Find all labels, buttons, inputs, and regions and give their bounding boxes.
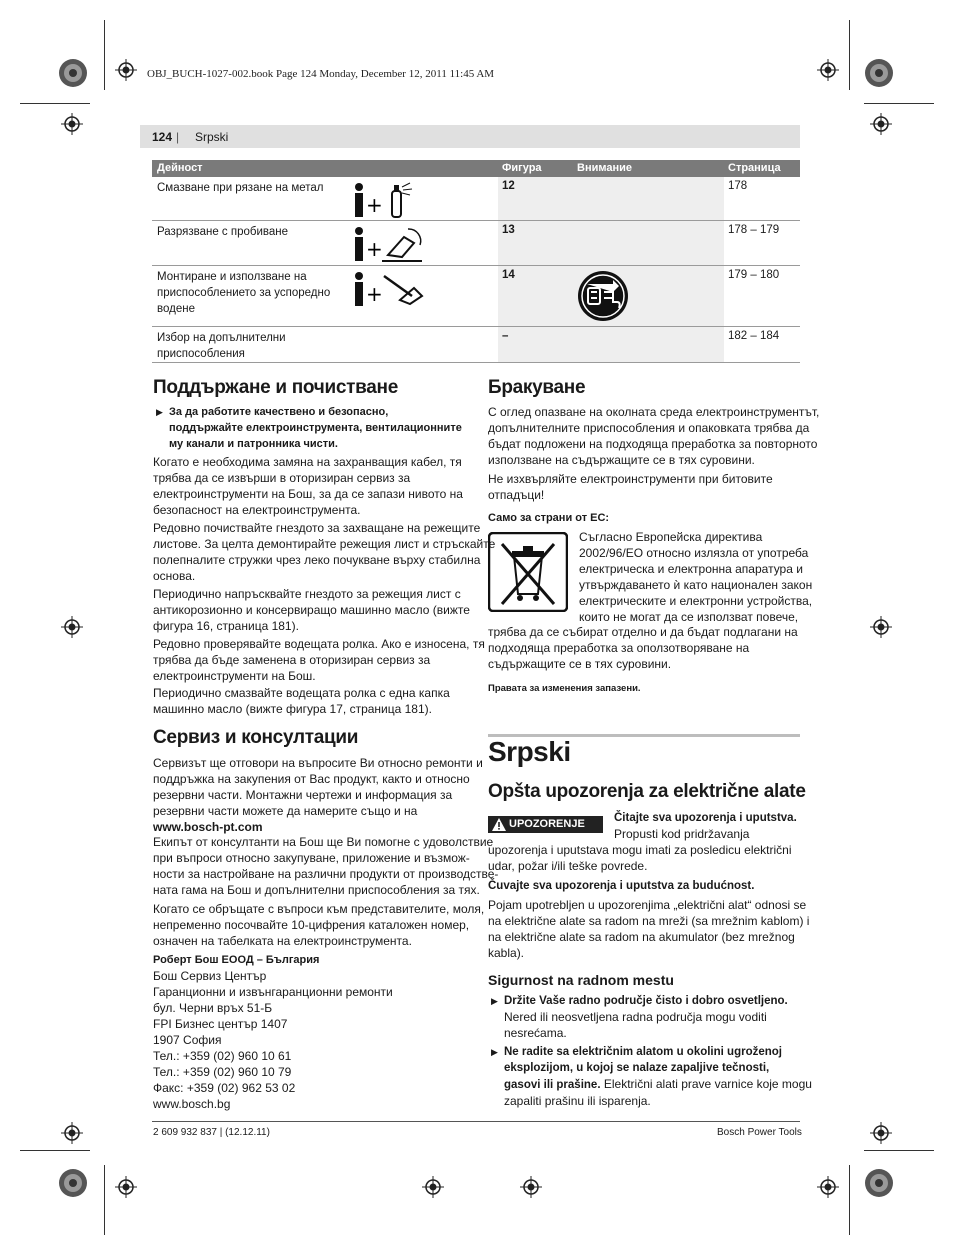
row-action: Избор на допълнителни приспособления xyxy=(157,332,286,360)
row-page: 179 – 180 xyxy=(728,269,780,281)
company-address: Бош Сервиз Център Гаранционни и извънгаранционни ремонти бул. Черни връх 51-Б FPI Бизнес център 1407 1907 София Тел.: +359 (02) 960 10 61 Тел.: +359 (02) 960 10 79 Факс: +359 (02) 962 53 02 www.bosch.bg xyxy=(153,969,393,1111)
header-separator: | xyxy=(176,130,180,144)
warning-badge: UPOZORENJE xyxy=(488,816,603,833)
service-url-link[interactable]: www.bosch-pt.com xyxy=(153,820,263,834)
general-warnings-heading: Opšta upozorenja za električne alate xyxy=(488,781,806,802)
service-heading: Сервиз и консултации xyxy=(153,727,359,748)
registration-mark-icon xyxy=(422,1176,444,1198)
row-page: 178 xyxy=(728,180,748,192)
info-plus-parallel-guide-icon xyxy=(352,270,424,308)
registration-mark-icon xyxy=(115,1176,137,1198)
read-warnings-text: upozorenja i uputstava mogu imati za posledicu električni udar, požar i/ili teške povrede. xyxy=(488,843,792,873)
row-page: 182 – 184 xyxy=(728,330,780,342)
service-paragraph: Екипът от консултанти на Бош ще Ви помогне с удоволствие при въпроси относно закупуване, приложение и възмож- ности за настройване на различни продукти от производстве- ната гама на Бош и допълнителни приспособления за тях. xyxy=(153,835,499,897)
row-action: Монтиране и използване на приспособлението за успоредно водене xyxy=(157,271,331,315)
footer-rule xyxy=(152,1121,800,1122)
registration-rosette-icon xyxy=(864,1168,894,1198)
disposal-heading: Бракуване xyxy=(488,377,586,398)
registration-mark-icon xyxy=(817,59,839,81)
bosch-bg-link[interactable]: www.bosch.bg xyxy=(153,1097,231,1111)
print-header: OBJ_BUCH-1027-002.book Page 124 Monday, December 12, 2011 11:45 AM xyxy=(147,68,495,80)
service-paragraph: Сервизът ще отговори на въпросите Ви относно ремонти и поддръжка на закупения от Вас продукт, както и относно резервни части. Монтажни чертежи и информация за резервни части можете да намерите също и на www.bosch-pt.com xyxy=(153,756,483,834)
registration-mark-icon xyxy=(520,1176,542,1198)
registration-mark-icon xyxy=(61,113,83,135)
table-row xyxy=(152,177,800,221)
row-figure: – xyxy=(502,330,509,342)
row-figure: 14 xyxy=(502,269,515,281)
registration-mark-icon xyxy=(61,616,83,638)
header-language: Srpski xyxy=(195,130,229,144)
table-header xyxy=(152,160,800,177)
language-title: Srpski xyxy=(488,736,571,767)
info-plus-plunge-cut-icon xyxy=(352,225,424,263)
disposal-paragraph: С оглед опазване на околната среда електроинструментът, допълнителните приспособления и опаковката трябва да бъдат подложени на подходяща преработка за повторното използване на съдържащите се в тях суровини. xyxy=(488,405,820,467)
bullet-triangle-icon: ▶ xyxy=(491,1047,498,1057)
table-row xyxy=(152,221,800,266)
table-row xyxy=(152,327,800,363)
crop-mark xyxy=(864,1150,934,1151)
svg-text:+: + xyxy=(366,193,383,217)
info-plus-oil-icon xyxy=(352,181,416,219)
crop-mark xyxy=(849,20,850,90)
crop-mark xyxy=(104,20,105,90)
registration-mark-icon xyxy=(817,1176,839,1198)
row-figure: 12 xyxy=(502,180,515,192)
company-name: Роберт Бош ЕООД – България xyxy=(153,954,320,966)
registration-rosette-icon xyxy=(864,58,894,88)
svg-text:+: + xyxy=(366,237,383,261)
maintenance-paragraph: Редовно почиствайте гнездото за захващане на режещите листове. За целта демонтирайте режещия лист и стръскайте полепналите стружки чрез леко почукване върху стабилна основа. xyxy=(153,521,496,583)
crop-mark xyxy=(20,103,90,104)
maintenance-paragraph: Редовно проверявайте водещата ролка. Ако е износена, тя трябва да бъде заменена в оторизиран сервиз за електроинструменти на Бош. xyxy=(153,637,485,683)
header-page: Страница xyxy=(728,162,781,174)
bullet-triangle-icon: ▶ xyxy=(156,407,163,417)
keep-warnings: Čuvajte sva upozorenja i uputstva za budućnost. xyxy=(488,880,755,892)
footer-catalog: 2 609 932 837 | (12.12.11) xyxy=(153,1127,270,1138)
unplug-warning-icon xyxy=(577,270,629,322)
maintenance-paragraph: Периодично напръсквайте гнездото за режещия лист с антикорозионно и консервиращо машинно масло (вижте фигура 16, страница 181). xyxy=(153,587,470,633)
registration-mark-icon xyxy=(870,616,892,638)
eu-label: Само за страни от ЕС: xyxy=(488,512,610,524)
registration-rosette-icon xyxy=(58,1168,88,1198)
crop-mark xyxy=(849,1165,850,1235)
svg-text:+: + xyxy=(366,282,383,306)
workplace-bullet: Držite Vaše radno područje čisto i dobro osvetljeno. Nered ili neosvetljena radna područja mogu voditi nesrećama. xyxy=(504,995,788,1040)
header-action: Дейност xyxy=(157,162,203,174)
rights-reserved: Правата за изменения запазени. xyxy=(488,683,641,694)
eu-directive-text: Съгласно Европейска директива 2002/96/ЕО относно излязла от употреба електрическа и електронна апаратура и утвърждаването ѝ като национален закон електрическите и електронни устройства, които не могат да се използват повече, xyxy=(579,530,813,624)
footer-brand: Bosch Power Tools xyxy=(717,1127,802,1138)
header-attention: Внимание xyxy=(577,162,632,174)
workplace-bullet: Ne radite sa električnim alatom u okolini ugroženoj eksplozijom, u kojoj se nalaze zapaljive tečnosti, gasovi ili prašine. Električni alati prave varnice koje mogu zapaliti prašinu ili isparenja. xyxy=(504,1046,812,1108)
crop-mark xyxy=(864,103,934,104)
crop-mark xyxy=(104,1165,105,1235)
read-warnings: Čitajte sva upozorenja i uputstva. xyxy=(614,812,797,824)
weee-crossed-bin-icon xyxy=(488,532,568,612)
header-figure: Фигура xyxy=(502,162,542,174)
read-warnings-text: Propusti kod pridržavanja xyxy=(614,827,750,841)
term-definition: Pojam upotrebljen u upozorenjima „električni alat“ odnosi se na električne alate sa radom na mreži (sa mrežnim kablom) i na električne alate sa radom na akumulator (bez mrežnog kabla). xyxy=(488,898,810,960)
row-figure: 13 xyxy=(502,224,515,236)
crop-mark xyxy=(20,1150,90,1151)
maintenance-paragraph: Когато е необходима замяна на захранващия кабел, тя трябва да се извърши в оторизиран сервиз за електроинструменти на Бош, за да се запази нивото на безопасност на електроинструмента. xyxy=(153,455,463,517)
maintenance-heading: Поддържане и почистване xyxy=(153,377,398,398)
eu-directive-text: трябва да се събират отделно и да бъдат подлагани на подходяща преработка за оползотворяване на съдържащите се в тях суровини. xyxy=(488,625,798,671)
workplace-heading: Sigurnost na radnom mestu xyxy=(488,972,674,988)
maintenance-paragraph: Периодично смазвайте водещата ролка с една капка машинно масло (вижте фигура 17, страница 181). xyxy=(153,686,450,716)
maintenance-bullet: За да работите качествено и безопасно, поддържайте електроинструмента, вентилационните му канали и патронника чисти. xyxy=(169,406,462,450)
registration-mark-icon xyxy=(115,59,137,81)
service-paragraph: Когато се обръщате с въпроси към представителите, моля, непременно посочвайте 10-цифрения каталожен номер, означен на табелката на електроинструмента. xyxy=(153,902,485,948)
registration-mark-icon xyxy=(61,1122,83,1144)
page-header-bar xyxy=(140,125,800,148)
warning-triangle-icon xyxy=(492,818,506,831)
row-action: Смазване при рязане на метал xyxy=(157,182,324,194)
disposal-paragraph: Не изхвърляйте електроинструменти при битовите отпадъци! xyxy=(488,472,773,502)
registration-mark-icon xyxy=(870,113,892,135)
row-page: 178 – 179 xyxy=(728,224,780,236)
page-number: 124 xyxy=(152,130,173,144)
bullet-triangle-icon: ▶ xyxy=(491,996,498,1006)
registration-mark-icon xyxy=(870,1122,892,1144)
table-row xyxy=(152,266,800,327)
registration-rosette-icon xyxy=(58,58,88,88)
row-action: Разрязване с пробиване xyxy=(157,226,289,238)
